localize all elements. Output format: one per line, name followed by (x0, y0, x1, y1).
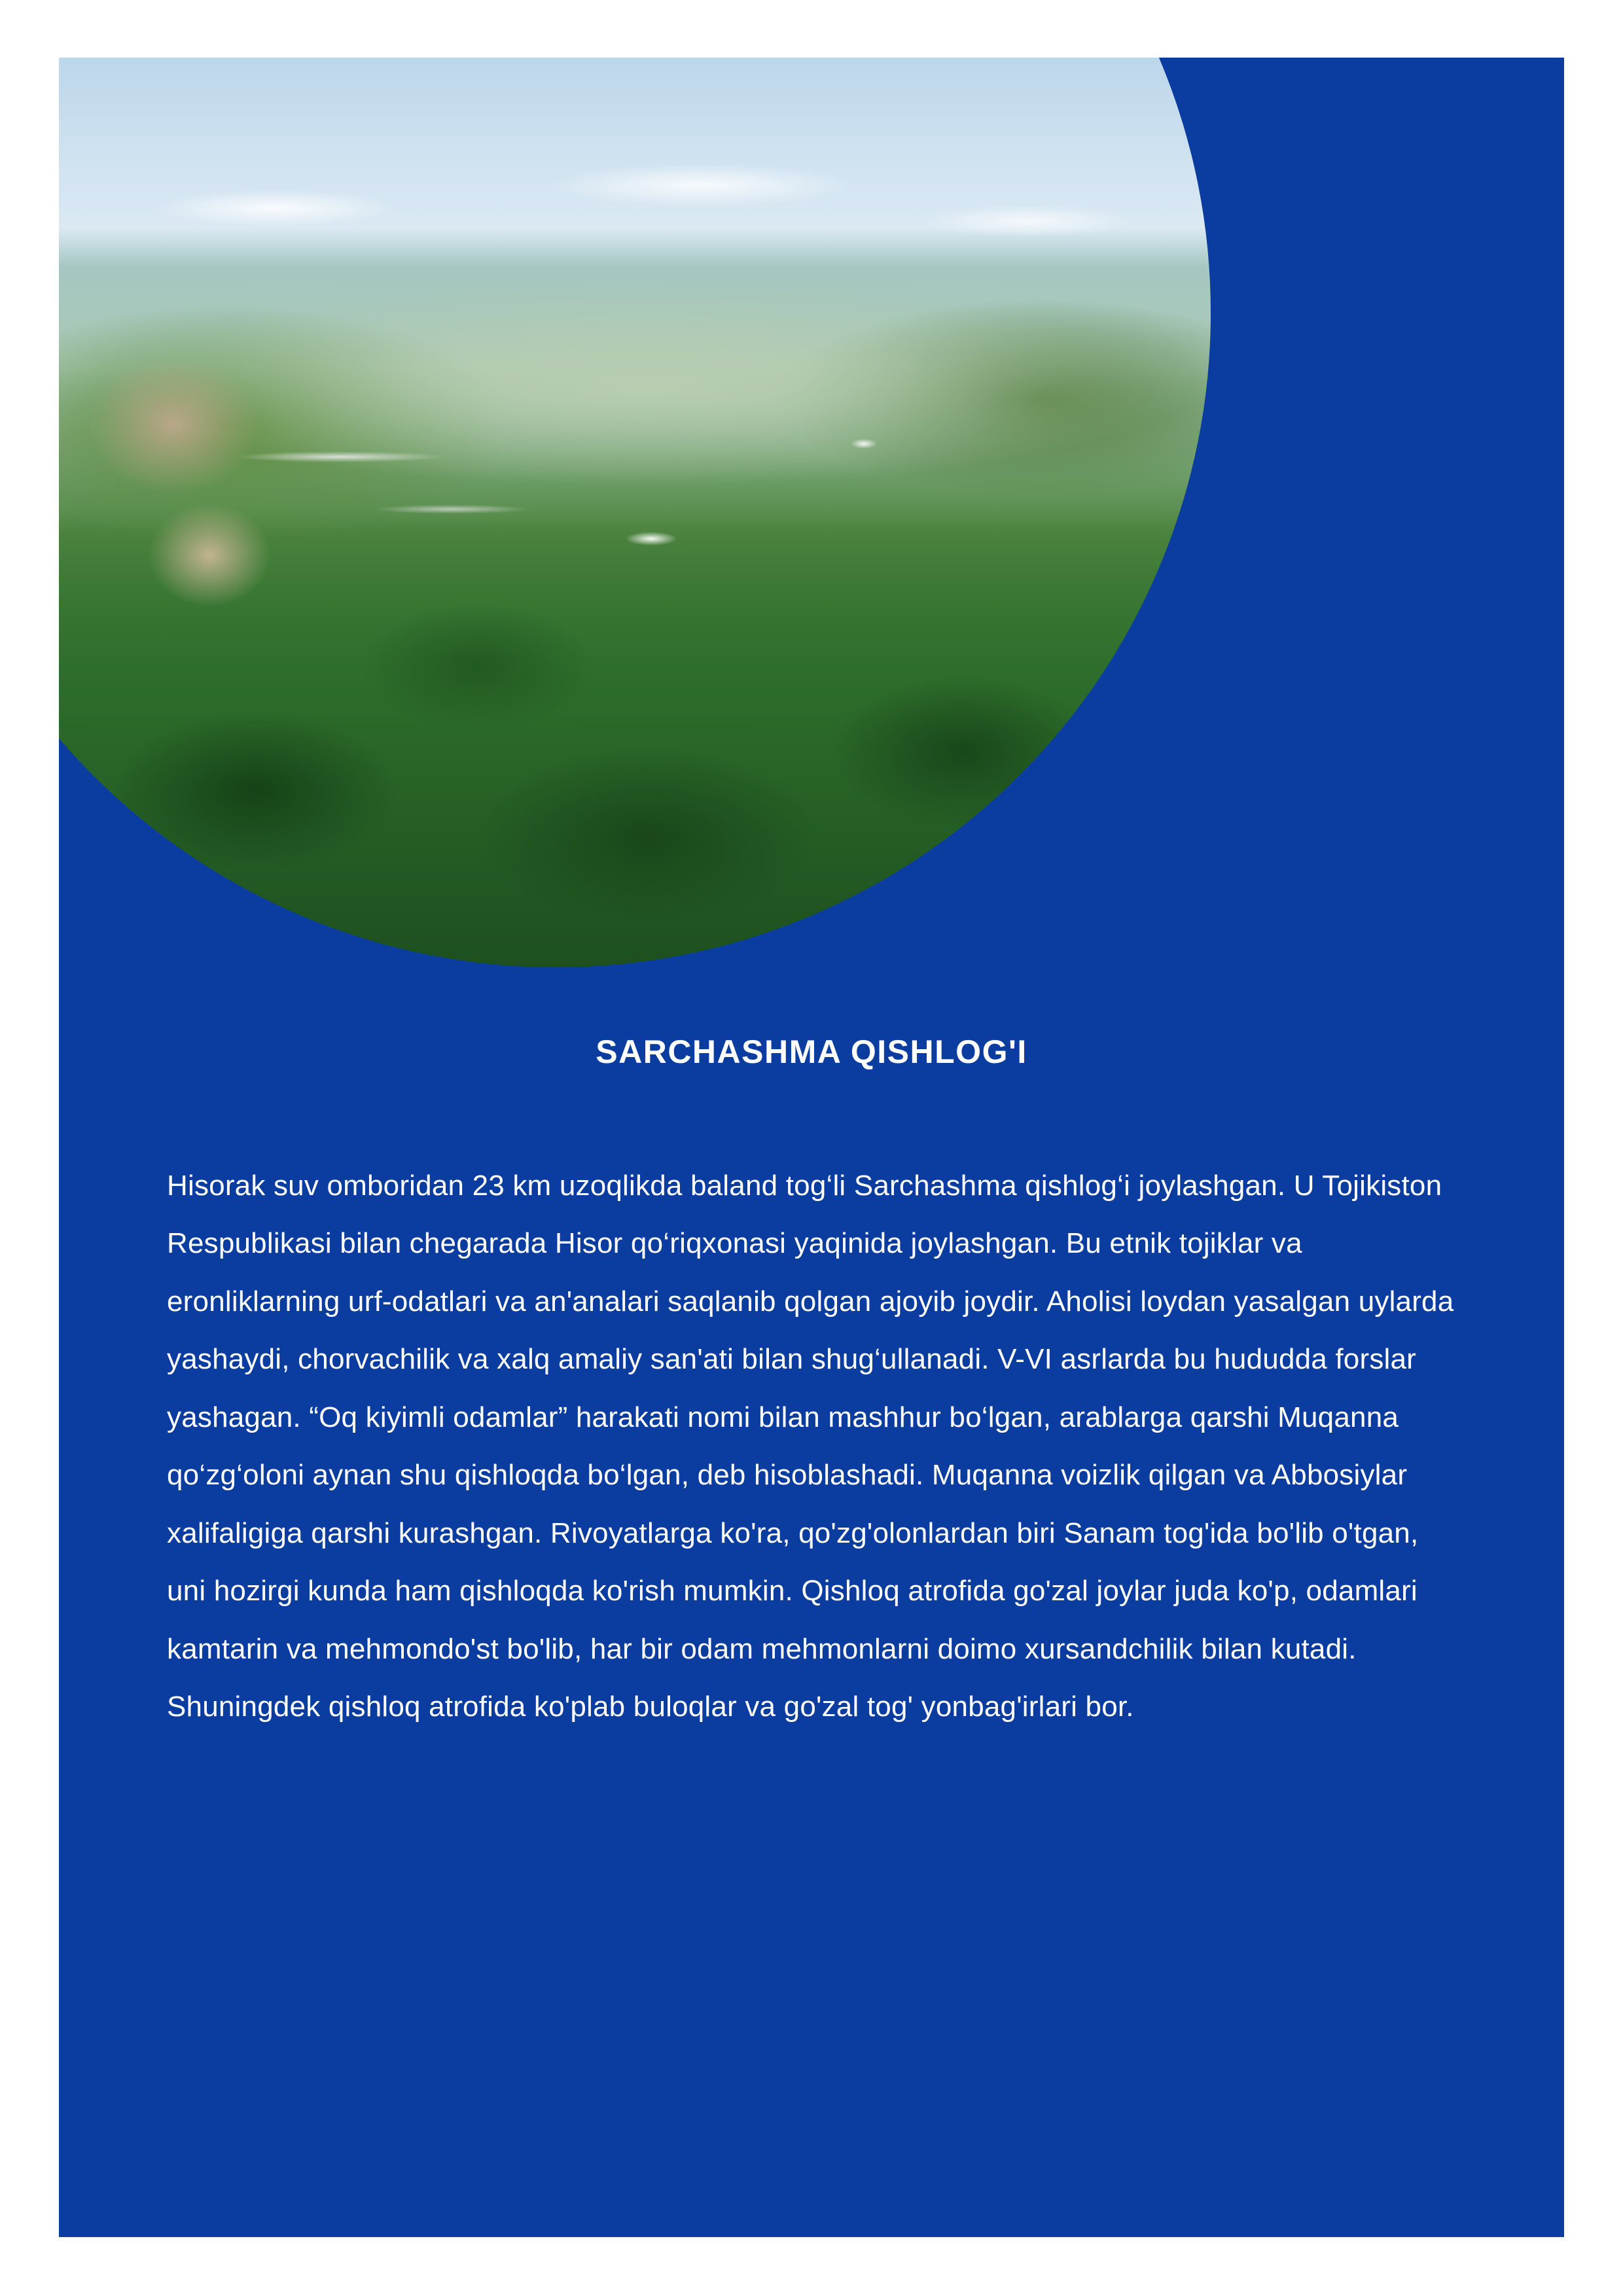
blue-content-panel (59, 58, 1564, 2237)
body-paragraph: Hisorak suv omboridan 23 km uzoqlikda baland tog‘li Sarchashma qishlog‘i joylashgan. U Tojikiston Respublikasi bilan chegarada Hisor qo‘riqxonasi yaqinida joylashgan. Bu etnik tojiklar va eronliklarning urf-odatlari va an'analari saqlanib qolgan ajoyib joydir. Aholisi loydan yasalgan uylarda yashaydi, chorvachilik va xalq amaliy san'ati bilan shug‘ullanadi. V-VI asrlarda bu hududda forslar yashagan. “Oq kiyimli odamlar” harakati nomi bilan mashhur bo‘lgan, arablarga qarshi Muqanna qo‘zg‘oloni aynan shu qishloqda bo‘lgan, deb hisoblashadi. Muqanna voizlik qilgan va Abbosiylar xalifaligiga qarshi kurashgan. Rivoyatlarga ko'ra, qo'zg'olonlardan biri Sanam tog'ida bo'lib o'tgan, uni hozirgi kunda ham qishloqda ko'rish mumkin. Qishloq atrofida go'zal joylar juda ko'p, odamlari kamtarin va mehmondo'st bo'lib, har bir odam mehmonlarni doimo xursandchilik bilan kutadi. Shuningdek qishloq atrofida ko'plab buloqlar va go'zal tog' yonbag'irlari bor. (167, 1170, 1454, 1723)
hero-image-container (59, 58, 1315, 974)
sarchashma-valley-photo-detail (59, 58, 1315, 974)
page-title: SARCHASHMA QISHLOG'I (596, 1033, 1027, 1070)
